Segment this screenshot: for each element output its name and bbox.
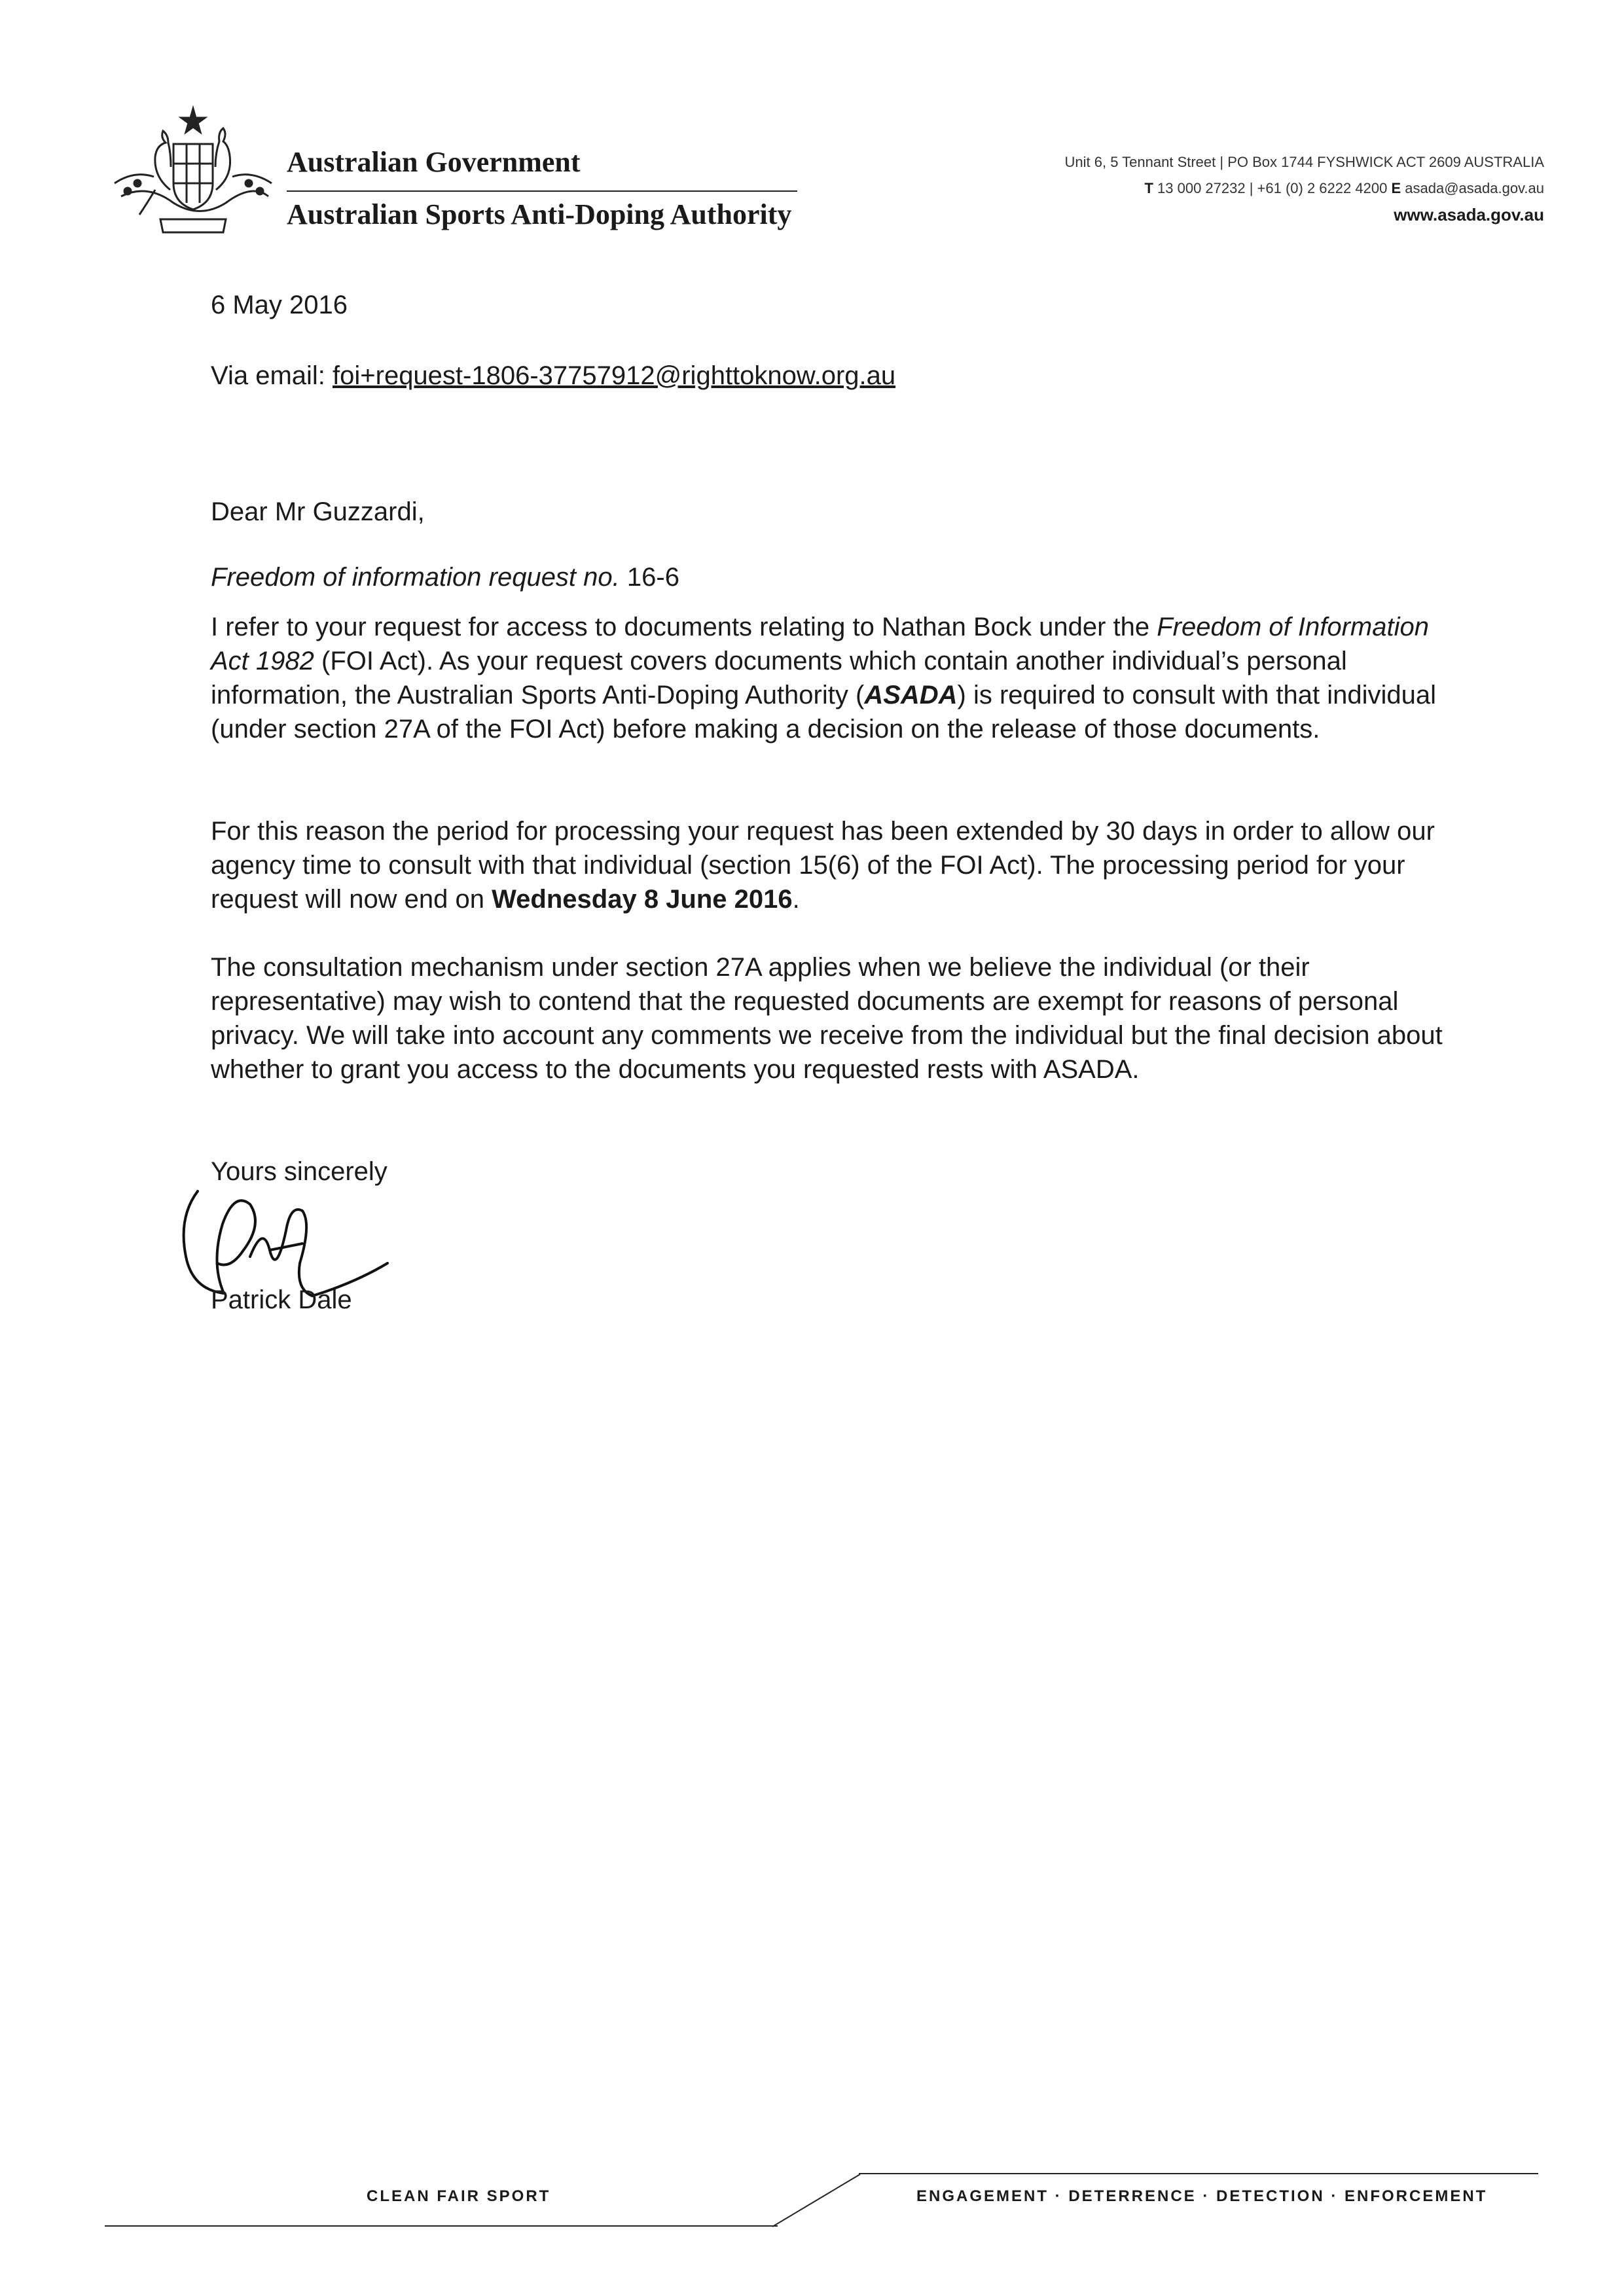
- closing: Yours sincerely: [211, 1157, 388, 1186]
- footer-pillars: ENGAGEMENT · DETERRENCE · DETECTION · ENFORCEMENT: [916, 2187, 1488, 2205]
- subject-text: Freedom of information request no.: [211, 563, 620, 592]
- contact-phone-email: [890, 175, 1544, 202]
- paragraph-1: [211, 610, 1454, 746]
- email-label: E: [1391, 180, 1401, 196]
- letter-date: 6 May 2016: [211, 291, 348, 319]
- phone-label: T: [1144, 180, 1153, 196]
- asada-abbreviation: ASADA: [864, 681, 958, 709]
- subject-line: [211, 560, 1454, 594]
- agency-name: Australian Sports Anti-Doping Authority: [287, 198, 792, 230]
- para2-text-b: .: [792, 885, 800, 914]
- footer-tagline: CLEAN FAIR SPORT: [367, 2187, 551, 2205]
- paragraph-2: [211, 814, 1454, 916]
- signer-name: Patrick Dale: [211, 1285, 352, 1314]
- para1-text-b: (FOI Act). As your request covers documents which contain another individual’s personal information, the Australian Sports Anti-Doping Authority (: [211, 647, 1347, 709]
- via-email-link[interactable]: foi+request-1806-37757912@righttoknow.org.au: [333, 361, 896, 390]
- coat-of-arms-icon: [108, 105, 278, 242]
- footer-rule-left: [105, 2225, 778, 2227]
- act-name: Freedom of Information Act 1982: [211, 613, 1429, 675]
- government-title: Australian Government: [287, 146, 581, 178]
- phone-numbers: 13 000 27232 | +61 (0) 2 6222 4200: [1157, 180, 1388, 196]
- contact-website[interactable]: www.asada.gov.au: [1394, 205, 1544, 224]
- para2-text-a: For this reason the period for processing your request has been extended by 30 days in order to allow our agency time to consult with that individual (section 15(6) of the FOI Act). The processing period for your request will now end on: [211, 817, 1435, 914]
- salutation: Dear Mr Guzzardi,: [211, 497, 425, 526]
- contact-address: Unit 6, 5 Tennant Street | PO Box 1744 FYSHWICK ACT 2609 AUSTRALIA: [1064, 154, 1544, 170]
- contact-email[interactable]: asada@asada.gov.au: [1405, 180, 1544, 196]
- footer-rule-diagonal: [772, 2173, 864, 2228]
- footer-rule-right: [859, 2173, 1538, 2174]
- para1-text-c: ) is required to consult with that individual (under section 27A of the FOI Act) before making a decision on the release of those documents.: [211, 681, 1437, 744]
- paragraph-3: The consultation mechanism under section 27A applies when we believe the individual (or their representative) may wish to contend that the requested documents are exempt for reasons of personal privacy. We will take into account any comments we receive from the individual but the final decision about whether to grant you access to the documents you requested rests with ASADA.: [211, 953, 1443, 1084]
- contact-block: [890, 149, 1544, 228]
- letterhead-rule: [287, 190, 797, 192]
- processing-end-date: Wednesday 8 June 2016: [492, 885, 793, 914]
- via-email-line: [211, 359, 1454, 393]
- via-email-label: Via email:: [211, 361, 333, 390]
- subject-number: 16-6: [619, 563, 679, 592]
- para1-text-a: I refer to your request for access to documents relating to Nathan Bock under the: [211, 613, 1157, 641]
